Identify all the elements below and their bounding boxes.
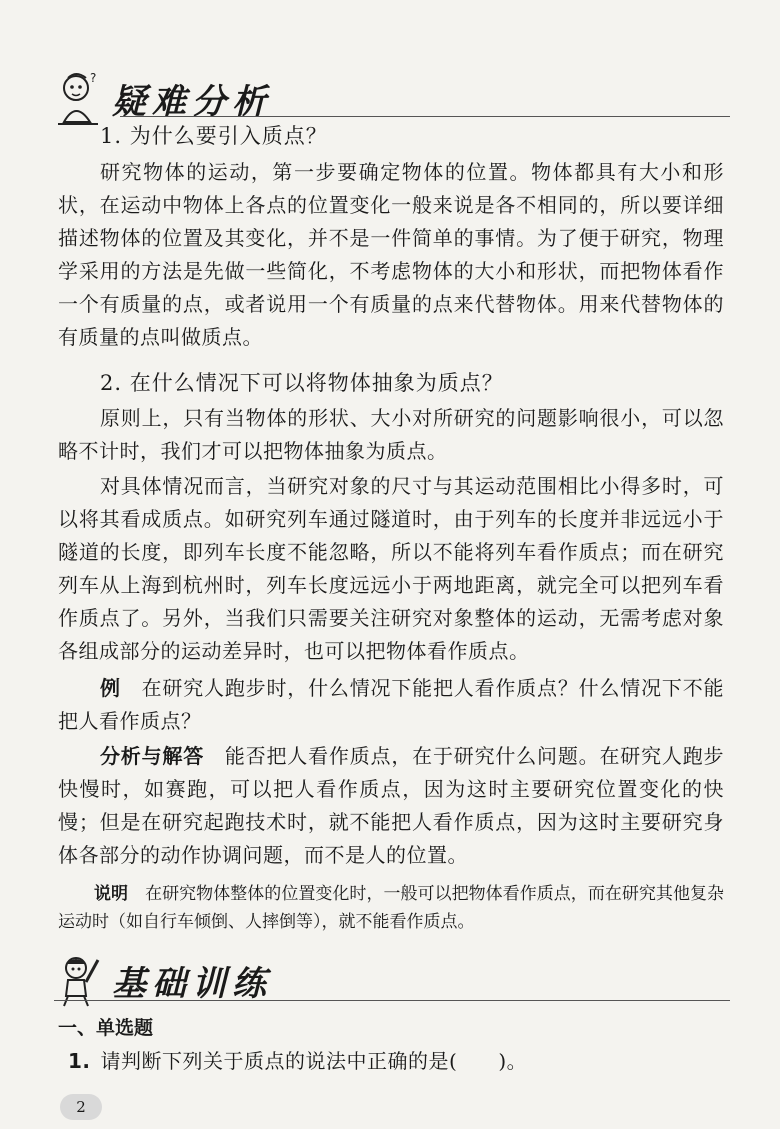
analysis-text: 能否把人看作质点，在于研究什么问题。在研究人跑步快慢时，如赛跑，可以把人看作质点，因为这时主要研究位置变化的快慢；但是在研究起跑技术时，就不能把人看作质点，因为这时主要研究身体各部分的动作协调问题，而不是人的位置。 <box>58 744 725 867</box>
section-title: 疑难分析 <box>112 81 272 122</box>
note-text: 在研究物体整体的位置变化时，一般可以把物体看作质点，而在研究其他复杂运动时（如自行车倾倒、人摔倒等），就不能看作质点。 <box>58 884 725 932</box>
section-divider <box>120 116 730 117</box>
section-title: 基础训练 <box>112 963 272 1004</box>
question-1: 1. 为什么要引入质点？ <box>100 124 328 148</box>
page-number: 2 <box>60 1094 102 1120</box>
paragraph-particle-intro: 研究物体的运动，第一步要确定物体的位置。物体都具有大小和形状，在运动中物体上各点的位置变化一般来说是各不相同的，所以要详细描述物体的位置及其变化，并不是一件简单的事情。为了便于研究，物理学采用的方法是先做一些简化，不考虑物体的大小和形状，而把物体看作一个有质量的点，或者说用一个有质量的点来代替物体。用来代替物体的有质量的点叫做质点。 <box>58 160 724 349</box>
question-2: 2. 在什么情况下可以将物体抽象为质点？ <box>100 371 504 395</box>
section-divider <box>54 1000 730 1001</box>
item-text: 请判断下列关于质点的说法中正确的是( )。 <box>100 1049 528 1073</box>
thinking-mascot-icon <box>54 70 102 126</box>
note-label: 说明 <box>94 884 129 904</box>
example-label: 例 <box>100 676 121 700</box>
item-number: 1. <box>68 1049 91 1073</box>
paragraph-principle: 原则上，只有当物体的形状、大小对所研究的问题影响很小，可以忽略不计时，我们才可以把物体抽象为质点。 <box>58 406 724 463</box>
paragraph-specific-cases: 对具体情况而言，当研究对象的尺寸与其运动范围相比小得多时，可以将其看成质点。如研究列车通过隧道时，由于列车的长度并非远远小于隧道的长度，即列车长度不能忽略，所以不能将列车看作质点；而在研究列车从上海到杭州时，列车长度远远小于两地距离，就完全可以把列车看作质点了。另外，当我们只需要关注研究对象整体的运动，无需考虑对象各组成部分的运动差异时，也可以把物体看作质点。 <box>58 474 724 663</box>
analysis-label: 分析与解答 <box>100 744 205 768</box>
svg-text:?: ? <box>90 71 97 85</box>
note-block <box>58 880 724 936</box>
question-item-1 <box>68 1045 527 1074</box>
analysis-block <box>58 740 724 872</box>
example-block <box>58 672 724 738</box>
example-text: 在研究人跑步时，什么情况下能把人看作质点？什么情况下不能把人看作质点？ <box>58 676 725 733</box>
section-header-difficulty-analysis <box>54 70 272 126</box>
subsection-heading: 一、单选题 <box>58 1017 154 1039</box>
